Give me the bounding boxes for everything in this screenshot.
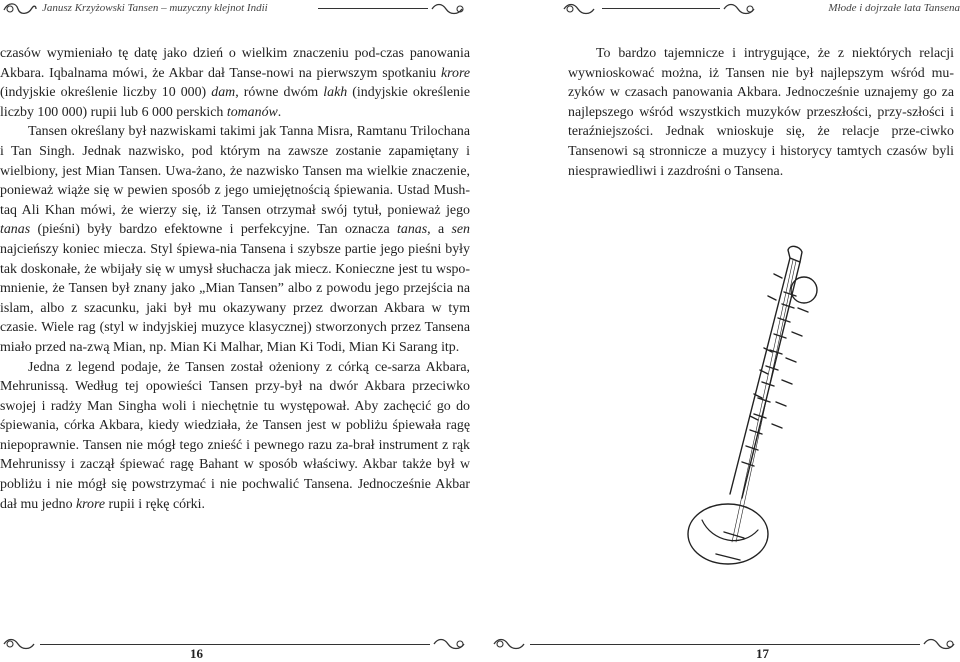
text-run: najcieńszy koniec miecza. Styl śpiewa-nia Tansena i szybsze partie jego pieśni były tak doskonałe, że wbijały się w umysł słuchacza jak miecz. Konieczne jest tu wspo-mnienie, że Tansen był znany jako „Mian Tansen” albo z powodu jego przejścia na islam, albo z szacunku, jaki był mu okazywany przez dworzan Akbara w tym czasie. Wiele rag (styl w indyjskiej muzyce klasycznej) stworzonych przez Tansena miało przed na-zwą Mian, np. Mian Ki Malhar, Mian Ki Todi, Mian Ki Sarang itp. (0, 241, 470, 355)
scroll-ornament-icon (492, 637, 528, 651)
running-head-right: Młode i dojrzałe lata Tansena (828, 2, 960, 14)
left-page-footer (0, 632, 470, 660)
text-run: rupii i rękę córki. (105, 496, 205, 512)
left-page-header (0, 0, 470, 22)
paragraph (0, 358, 470, 515)
paragraph (568, 44, 954, 181)
text-run: Tansen określany był nazwiskami takimi jak Tanna Misra, Ramtanu Trilochana i Tan Singh. Jednak nazwisko, pod którym na zawsze zostanie zapamiętany i wielbiony, jest Mian Tansen. Uwa-żano, że nazwisko Tansen ma wielkie znaczenie, ponieważ wiąże się w pewien sposób z jego umiejętnością śpiewania. Ustad Mush-taq Ali Khan mówi, że wierzy się, iż Tansen otrzymał swój tytuł, ponieważ jego (0, 124, 470, 218)
italic-term: krore (440, 65, 470, 81)
text-run: Jedna z legend podaje, że Tansen został ożeniony z córką ce-sarza Akbara, Mehrunissą. Według tej opowieści Tansen przy-był na dwór Akbara przeciwko swojej i radży Man Singha woli i niechętnie tu występował. Aby zachęcić go do śpiewania, córka Akbara, kiedy wiedziała, że Tansen jest w pobliżu śpiewała ragę niepoprawnie. Tansen nie mógł tego znieść i pewnego razu za-brał instrument z rąk Mehrunissy i zaczął śpiewać ragę Bahant w sposób właściwy. Akbar także był w pobliżu i nie mógł się powstrzymać i nie pochwalić Tansena. Jednocześnie Akbar dał mu jedno (0, 359, 470, 512)
text-run: (indyjskie określenie liczby 100 000) rupii lub 6 000 perskich (0, 85, 470, 120)
text-run: . (277, 104, 282, 120)
scroll-ornament-icon (432, 637, 468, 651)
italic-term: dam (211, 85, 236, 101)
italic-term: lakh (323, 85, 348, 101)
text-run: , a (427, 222, 452, 238)
text-run: To bardzo tajemnicze i intrygujące, że z niektórych relacji wywnioskować można, iż Tansen nie był najlepszym wśród mu-zyków w czasach panowania Akbara. Jednocześnie uznajemy go za najlepszego wśród wszystkich muzyków przeszłości, przy-szłości i teraźniejszości. Jednak wnioskuje się, że relacje prze-ciwko Tansenowi są stronnicze a muzycy i historycy tamtych czasów byli niesprawiedliwi i zazdrośni o Tansena. (568, 46, 954, 179)
footer-rule (40, 644, 430, 645)
italic-term: tanas (397, 222, 428, 238)
page-number-right: 17 (756, 646, 769, 661)
text-run: (indyjskie określenie liczby 10 000) (0, 85, 212, 101)
italic-term: tanas (0, 222, 31, 238)
page-number-left: 16 (190, 646, 203, 661)
italic-term: tomanów (226, 104, 278, 120)
scroll-ornament-icon (2, 637, 38, 651)
scroll-ornament-icon (2, 2, 38, 16)
italic-term: krore (76, 496, 106, 512)
left-page-body (0, 44, 470, 514)
footer-rule (530, 644, 920, 645)
header-rule (318, 8, 428, 9)
scroll-ornament-icon (562, 2, 600, 16)
text-run: , równe dwóm (235, 85, 324, 101)
sitar-illustration (672, 242, 842, 572)
scroll-ornament-icon (922, 637, 958, 651)
right-page-header (490, 0, 960, 22)
right-page-body (568, 44, 954, 181)
paragraph (0, 122, 470, 357)
italic-term: sen (451, 222, 470, 238)
right-page-footer (490, 632, 960, 660)
text-run: (pieśni) były bardzo efektowne i perfekcyjne. Tan oznacza (30, 222, 398, 238)
scroll-ornament-icon (722, 2, 758, 16)
header-rule (602, 8, 720, 9)
scroll-ornament-icon (430, 2, 468, 16)
paragraph (0, 44, 470, 122)
running-head-left: Janusz Krzyżowski Tansen – muzyczny klejnot Indii (42, 2, 268, 14)
text-run: czasów wymieniało tę datę jako dzień o wielkim znaczeniu pod-czas panowania Akbara. Iqbalnama mówi, że Akbar dał Tanse-nowi na pierwszym spotkaniu (0, 46, 470, 81)
